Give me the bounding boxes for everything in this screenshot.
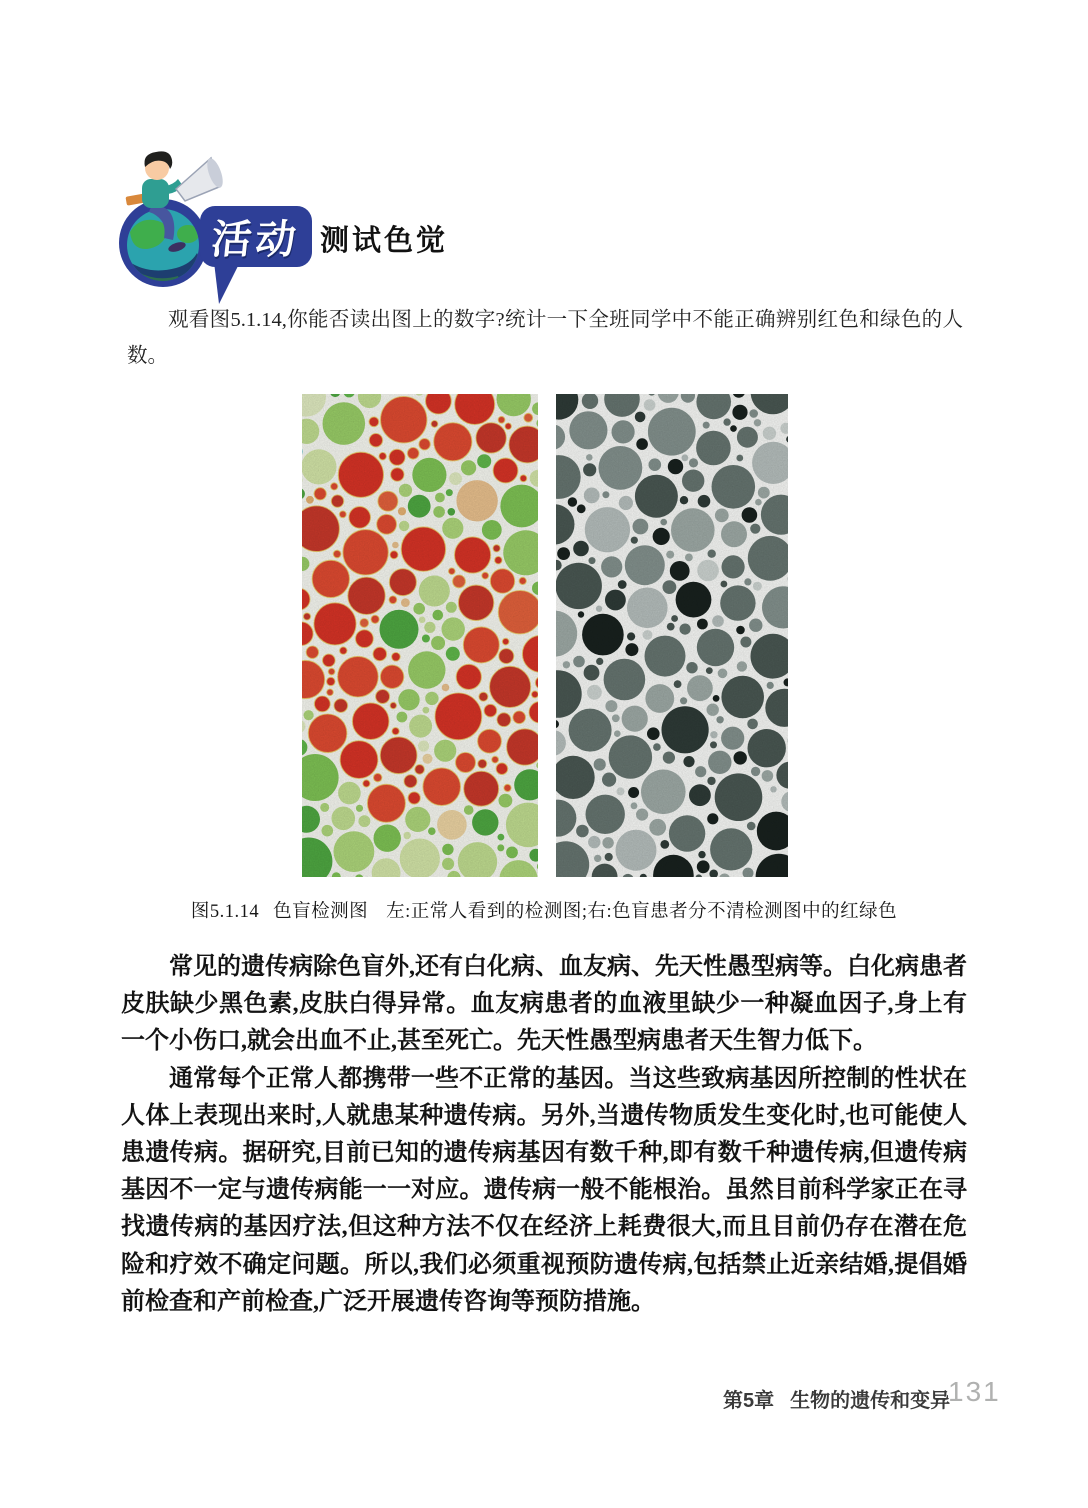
footer-chapter-number: 第5章 bbox=[723, 1390, 775, 1412]
activity-badge-label: 活动 bbox=[209, 218, 302, 262]
footer-section-title: 生物的遗传和变异 bbox=[790, 1390, 951, 1412]
figure-caption-number: 图5.1.14 bbox=[190, 902, 260, 922]
footer-page-number: 131 bbox=[948, 1376, 1001, 1407]
activity-title: 测试色觉 bbox=[320, 225, 449, 257]
jacket-icon bbox=[142, 179, 169, 208]
footer-chapter bbox=[723, 1384, 950, 1413]
paragraph-gene-carriers: 通常每个正常人都携带一些不正常的基因。当这些致病基因所控制的性状在人体上表现出来时,人就患某种遗传病。另外,当遗传物质发生变化时,也可能使人患遗传病。据研究,目前已知的遗传病基因有数千种,即有数千种遗传病,但遗传病基因不一定与遗传病能一一对应。遗传病一般不能根治。虽然目前科学家正在寻找遗传病的基因疗法,但这种方法不仅在经济上耗费很大,而且目前仍存在潜在危险和疗效不确定问题。所以,我们必须重视预防遗传病,包括禁止近亲结婚,提倡婚前检查和产前检查,广泛开展遗传咨询等预防措施。 bbox=[121, 1065, 967, 1315]
ishihara-plate-color bbox=[302, 394, 538, 877]
figure-caption-detail: 左:正常人看到的检测图;右:色盲患者分不清检测图中的红绿色 bbox=[386, 902, 898, 922]
mascot-illustration-icon bbox=[118, 146, 230, 288]
figure-caption-title: 色盲检测图 bbox=[273, 902, 369, 922]
figure-caption bbox=[0, 897, 1088, 923]
body-text bbox=[121, 949, 967, 1321]
paragraph-genetic-diseases: 常见的遗传病除色盲外,还有白化病、血友病、先天性愚型病等。白化病患者皮肤缺少黑色素,皮肤白得异常。血友病患者的血液里缺少一种凝血因子,身上有一个小伤口,就会出血不止,甚至死亡。先天性愚型病患者天生智力低下。 bbox=[121, 954, 967, 1055]
ishihara-plate-grayscale bbox=[556, 394, 788, 877]
intro-paragraph: 观看图5.1.14,你能否读出图上的数字?统计一下全班同学中不能正确辨别红色和绿色的人数。 bbox=[127, 309, 963, 367]
